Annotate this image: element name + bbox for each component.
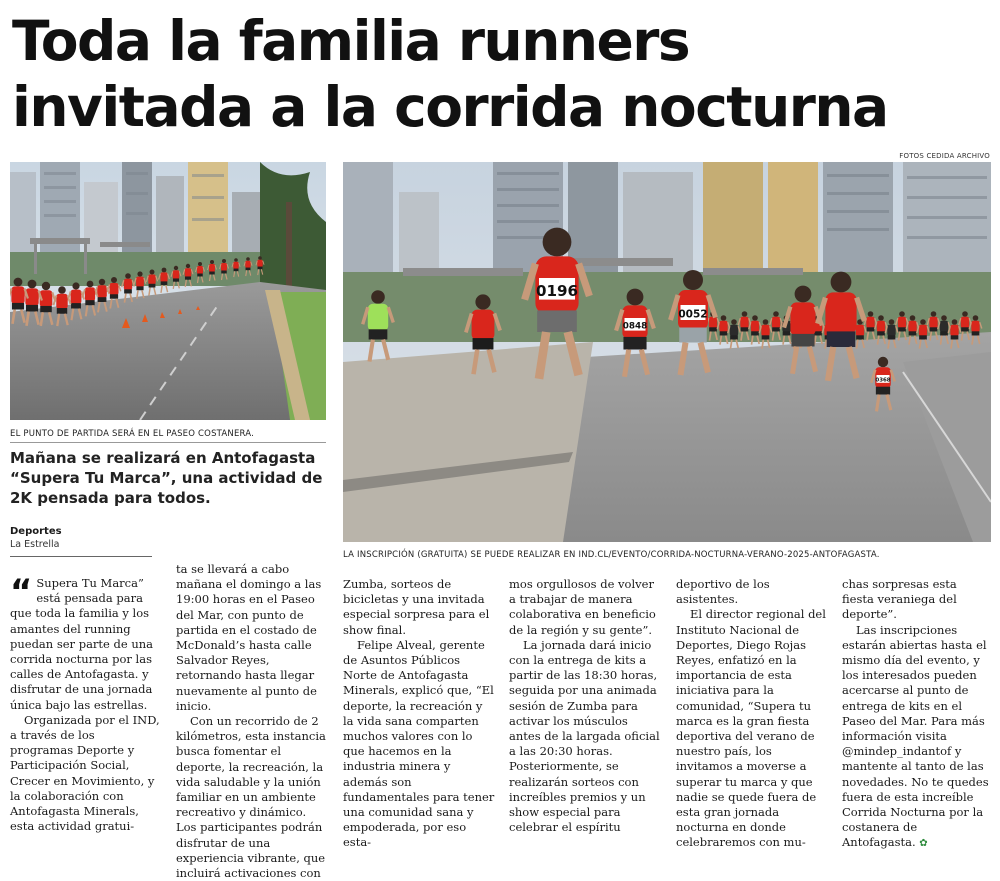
col2-paragraph-2: Con un recorrido de 2 kilómetros, esta instancia busca fomentar el deporte, la recreación, la vida saludable y la unión familiar en un ambiente recreativo y dinámico. Los participantes podrán disfrutar de una experiencia vibrante, que incluirá activaciones con — [176, 714, 326, 881]
headline-line-1: Toda la familia runners — [12, 9, 690, 73]
byline-rule — [10, 556, 152, 557]
byline-section: Deportes — [10, 526, 62, 537]
col1-paragraph-2: Organizada por el IND, a través de los programas Deporte y Participación Social, Crecer en Movimiento, y la colaboración con Antofagasta Minerals, esta actividad gratui- — [10, 712, 160, 834]
col3-paragraph-2: Felipe Alveal, gerente de Asuntos Públicos Norte de Antofagasta Minerals, explicó que, “El deporte, la recreación y la vida sana comparten muchos valores con lo que hacemos en la industria minera y además son fundamentales para tener una comunidad sana y empoderada, por eso esta- — [343, 637, 495, 850]
col3-paragraph-1: Zumba, sorteos de bicicletas y una invitada especial sorpresa para el show final. — [343, 577, 490, 637]
body-column-5 — [676, 577, 828, 851]
headline-line-2: invitada a la corrida nocturna — [12, 75, 888, 139]
body-column-6 — [842, 577, 992, 852]
bib-number: 0848 — [622, 321, 648, 332]
col5-paragraph-1: deportivo de los asistentes. — [676, 577, 770, 607]
body-column-4 — [509, 577, 661, 835]
photo-runners — [343, 162, 991, 542]
bib-number: 0196 — [535, 282, 579, 300]
caption-rule — [10, 442, 326, 443]
bib-number: 0052 — [678, 308, 708, 321]
body-column-1 — [10, 572, 160, 834]
col4-paragraph-1: mos orgullosos de volver a trabajar de manera colaborativa en beneficio de la región y su gente”. — [509, 577, 656, 637]
caption-right: LA INSCRIPCIÓN (GRATUITA) SE PUEDE REALIZAR EN IND.CL/EVENTO/CORRIDA-NOCTURNA-VERANO-2025-ANTOFAGASTA. — [343, 550, 880, 560]
caption-left: EL PUNTO DE PARTIDA SERÁ EN EL PASEO COSTANERA. — [10, 429, 255, 439]
photo-credit: FOTOS CEDIDA ARCHIVO — [899, 152, 990, 160]
end-of-article-icon: ✿ — [919, 838, 928, 850]
headline — [12, 8, 992, 140]
bib-number: 0368 — [875, 377, 891, 384]
drop-quote-mark: “ — [10, 572, 33, 612]
col6-paragraph-2: Las inscripciones estarán abiertas hasta el mismo día del evento, y los interesados pueden acercarse al punto de entrega de kits en el Paseo del Mar. Para más información visita @mindep_indantof y mantente al tanto de las novedades. No te quedes fuera de esta increíble Corrida Nocturna por la costanera de Antofagasta. — [842, 622, 989, 850]
col4-paragraph-2: La jornada dará inicio con la entrega de kits a partir de las 18:30 horas, seguida por una animada sesión de Zumba para activar los músculos antes de la largada oficial a las 20:30 horas. Posteriormente, se realizarán sorteos con increíbles premios y un show especial para celebrar el espíritu — [509, 637, 660, 835]
col6-paragraph-1: chas sorpresas esta fiesta veraniega del deporte”. — [842, 577, 957, 622]
photo-starting-point — [10, 162, 326, 420]
col2-paragraph-1: ta se llevará a cabo mañana el domingo a las 19:00 horas en el Paseo del Mar, con punto de partida en el costado de McDonald’s hasta calle Salvador Reyes, retornando hasta llegar nuevamente al punto de inicio. — [176, 562, 322, 713]
byline-paper: La Estrella — [10, 539, 60, 550]
body-column-3 — [343, 577, 495, 851]
body-column-2 — [176, 562, 329, 881]
col1-paragraph-1: Supera Tu Marca” está pensada para que toda la familia y los amantes del running puedan ser parte de una corrida nocturna por las calles de Antofagasta. y disfrutar de una jornada única bajo las estrellas. — [10, 576, 154, 712]
subheadline: Mañana se realizará en Antofagasta “Supera Tu Marca”, una actividad de 2K pensada para todos. — [10, 449, 323, 507]
col5-paragraph-2: El director regional del Instituto Nacional de Deportes, Diego Rojas Reyes, enfatizó en la importancia de esta iniciativa para la comunidad, “Supera tu marca es la gran fiesta deportiva del verano de nuestro país, los invitamos a moverse a superar tu marca y que nadie se quede fuera de esta gran jornada nocturna en donde celebraremos con mu- — [676, 607, 826, 850]
